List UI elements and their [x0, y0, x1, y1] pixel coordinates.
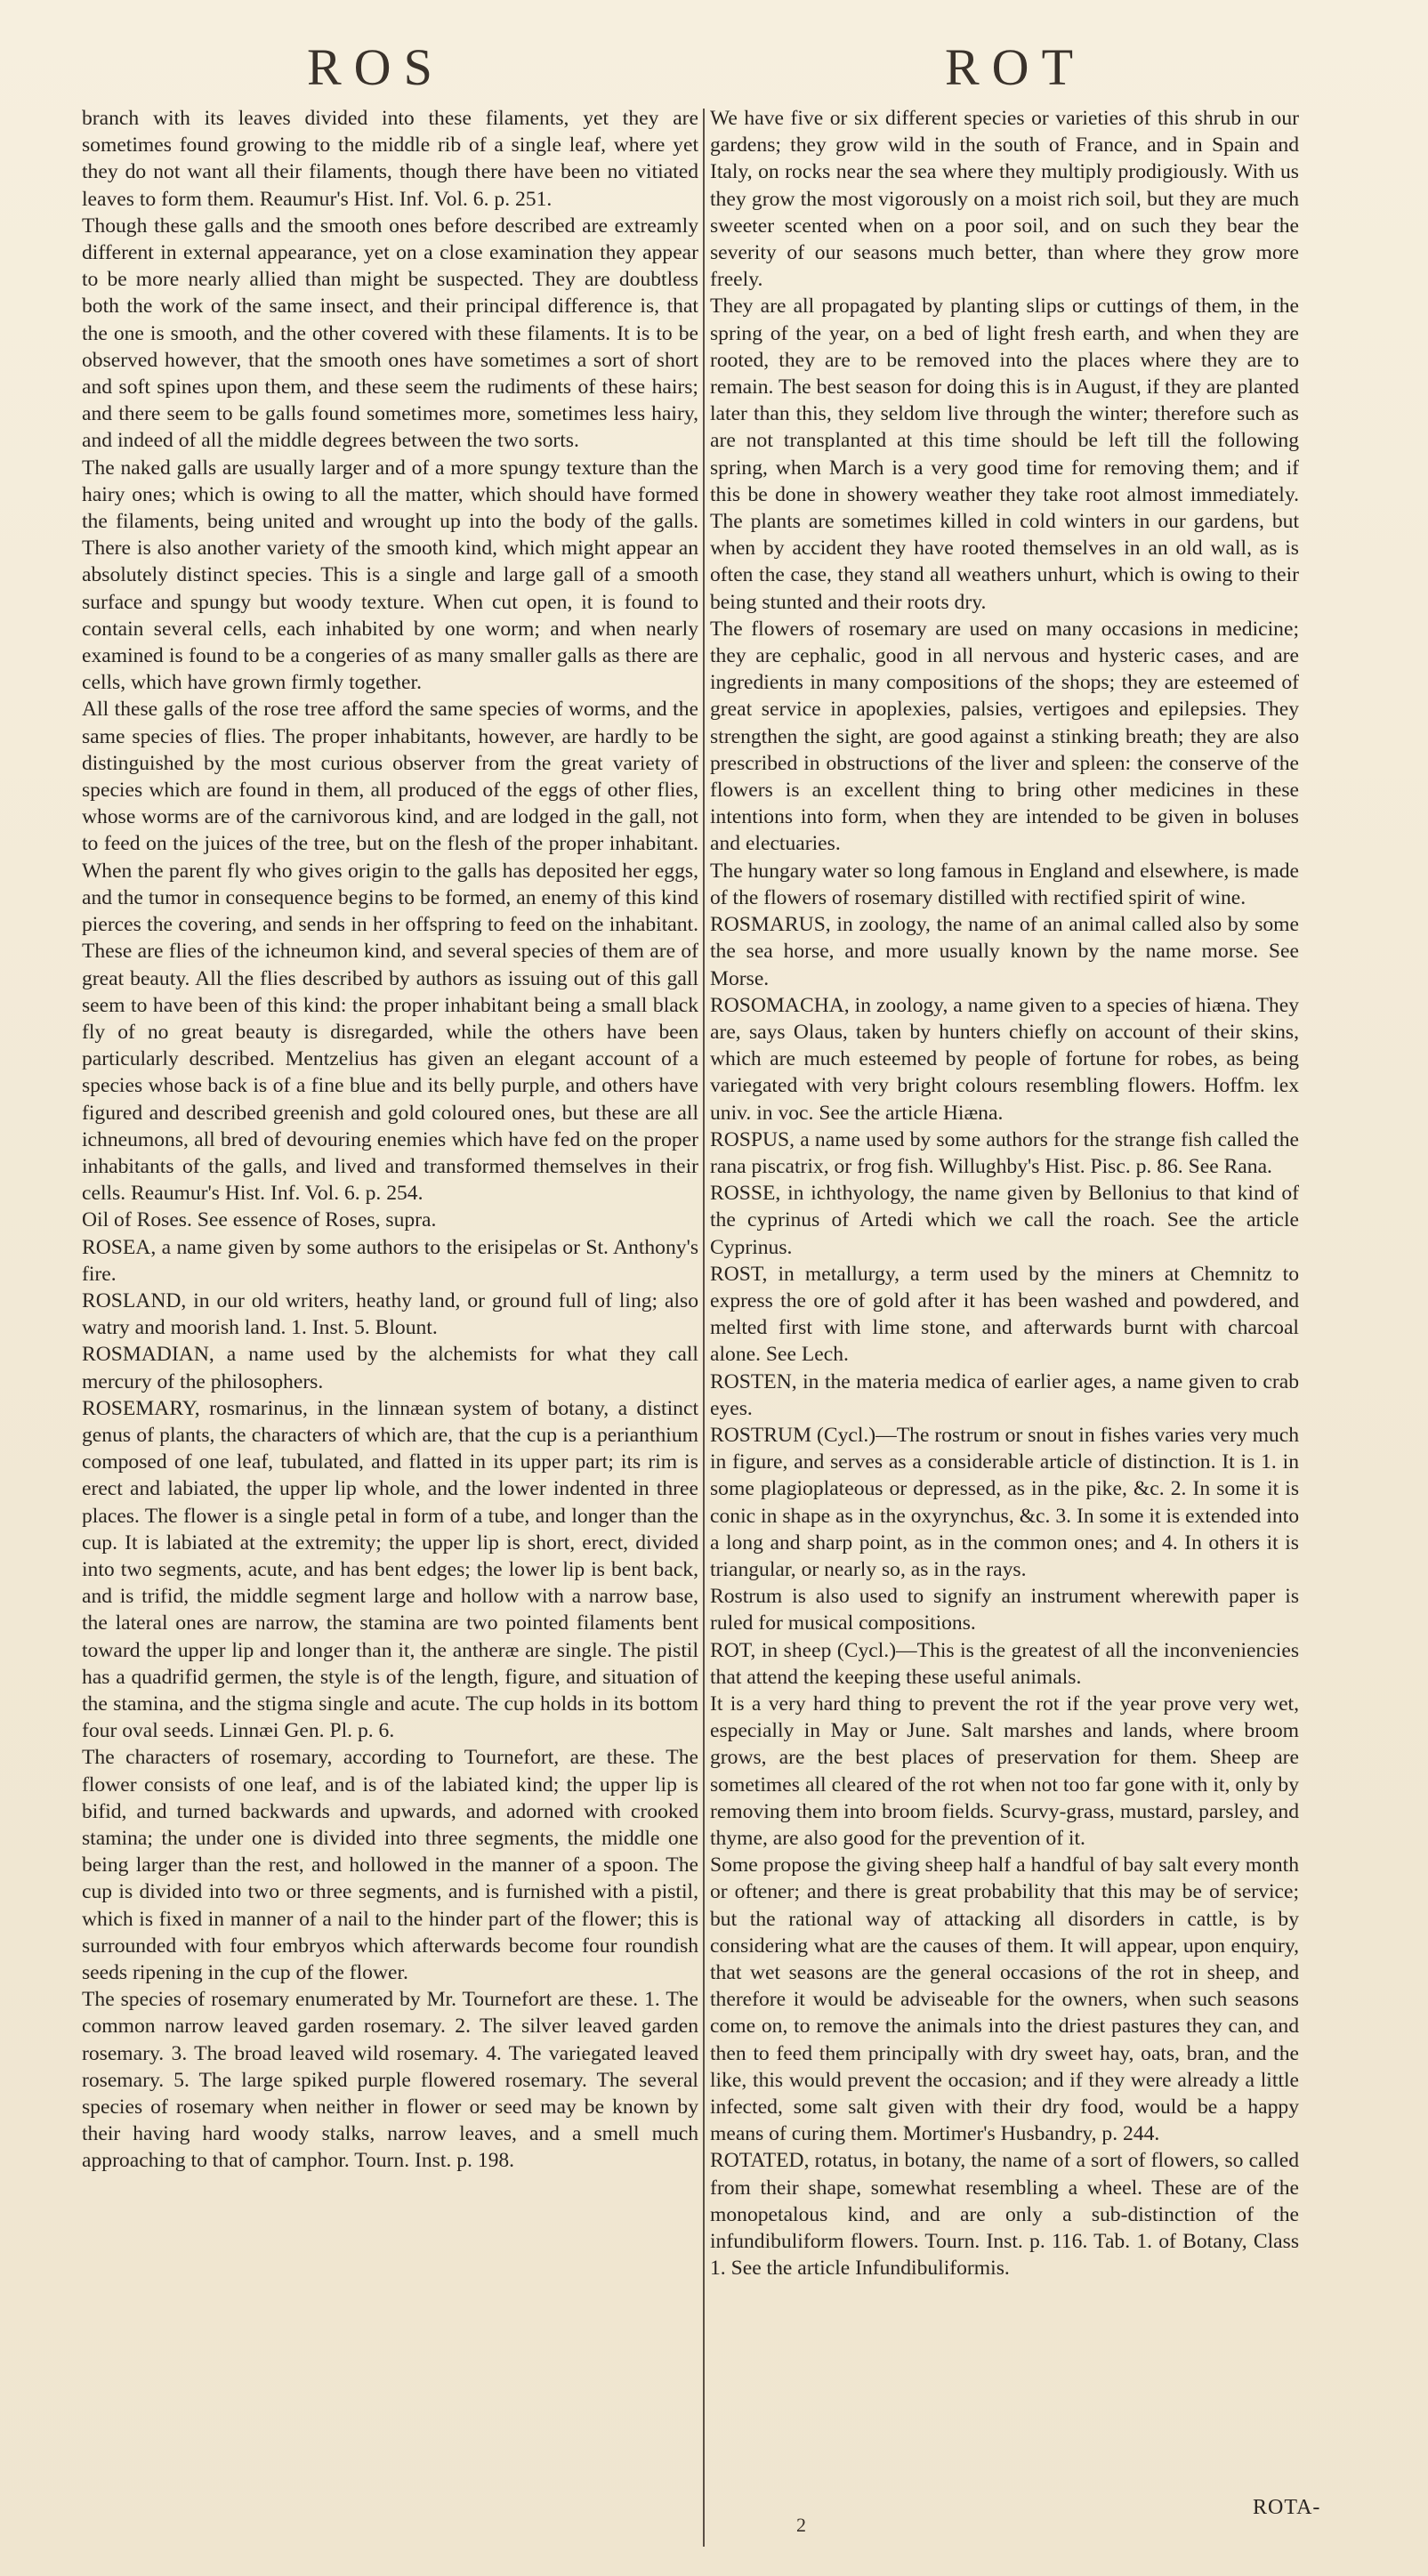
- page-number: 2: [796, 2514, 806, 2536]
- entry-rosland: ROSLAND, in our old writers, heathy land, or ground full of ling; also watry and moorish land. 1. Inst. 5. Blount.: [82, 1288, 698, 1340]
- entry-rosmadian: ROSMADIAN, a name used by the alchemists for what they call mercury of the philosophers.: [82, 1343, 698, 1393]
- paragraph: Rostrum is also used to signify an instrument wherewith paper is ruled for musical compositions.: [710, 1585, 1299, 1635]
- paragraph: The species of rosemary enumerated by Mr. Tournefort are these. 1. The common narrow leaved garden rosemary. 2. The silver leaved garden rosemary. 3. The broad leaved wild rosemary. 4. The variegated leaved rosemary. 5. The large spiked purple flowered rosemary. The several species of rosemary when neither in flower or seed may be known by their having hard woody stalks, narrow leaves, and a smell much approaching to that of camphor. Tourn. Inst. p. 198.: [82, 1988, 698, 2173]
- entry-rosea: ROSEA, a name given by some authors to the erisipelas or St. Anthony's fire.: [82, 1235, 698, 1286]
- entry-rosse: ROSSE, in ichthyology, the name given by Bellonius to that kind of the cyprinus of Artedi which we call the roach. See the article Cyprinus.: [710, 1182, 1299, 1259]
- entry-rosomacha: ROSOMACHA, in zoology, a name given to a species of hiæna. They are, says Olaus, taken by hunters chiefly on account of their skins, which are much esteemed by people of fortune for robes, as being variegated with very bright colours resembling flowers. Hoffm. lex univ. in voc. See the article Hiæna.: [710, 993, 1299, 1125]
- paragraph: The hungary water so long famous in England and elsewhere, is made of the flowers of rosemary distilled with rectified spirit of wine.: [710, 859, 1299, 909]
- entry-rostrum: ROSTRUM (Cycl.)—The rostrum or snout in fishes varies very much in figure, and serves as a considerable article of distinction. It is 1. in some plagioplateous or depressed, as in the pike, &c. 2. In some it is conic in shape as in the oxyrynchus, &c. 3. In some it is extended into a long and sharp point, as in the common ones; and 4. In others it is triangular, or nearly so, as in the rays.: [710, 1423, 1299, 1581]
- paragraph: It is a very hard thing to prevent the rot if the year prove very wet, especially in May or June. Salt marshes and lands, where broom grows, are the best places of preservation for them. Sheep are sometimes all cleared of the rot when not too far gone with it, only by removing them into broom fields. Scurvy-grass, mustard, parsley, and thyme, are also good for the prevention of it.: [710, 1692, 1299, 1850]
- paragraph: Oil of Roses. See essence of Roses, supra.: [82, 1208, 437, 1232]
- paragraph: They are all propagated by planting slips or cuttings of them, in the spring of the year, on a bed of light fresh earth, and when they are rooted, they are to be removed into the places where they are to remain. The best season for doing this is in August, if they are planted later than this, they seldom live through the winter; therefore such as are not transplanted at this time should be left till the following spring, when March is a very good time for removing them; and if this be done in showery weather they take root almost immediately. The plants are sometimes killed in cold winters in our gardens, but when by accident they have rooted themselves in an old wall, as is often the case, they stand all weathers unhurt, which is owing to their being stunted and their roots dry.: [710, 295, 1299, 614]
- paragraph: The flowers of rosemary are used on many occasions in medicine; they are cephalic, good in all nervous and hysteric cases, and are ingredients in many compositions of the shops; they are esteemed of great service in apoplexies, palsies, vertigoes and epilepsies. They strengthen the sight, are good against a stinking breath; they are also prescribed in obstructions of the liver and spleen: the conserve of the flowers is an excellent thing to bring other medicines in these intentions into form, when they are intended to be given in boluses and electuaries.: [710, 617, 1299, 856]
- entry-rot: ROT, in sheep (Cycl.)—This is the greatest of all the inconveniencies that attend the keeping these useful animals.: [710, 1638, 1299, 1689]
- paragraph: Some propose the giving sheep half a handful of bay salt every month or oftener; and there is great probability that this may be of service; but the rational way of attacking all disorders in cattle, is by considering what are the causes of them. It will appear, upon enquiry, that wet seasons are the general occasions of the rot in sheep, and therefore it would be adviseable for the owners, when such seasons come on, to remove the animals into the driest pastures they can, and then to feed them principally with dry sweet hay, oats, bran, and the like, this would prevent the occasion; and if they were already a little infected, some salt given with their dry food, would be a happy means of curing them. Mortimer's Husbandry, p. 244.: [710, 1853, 1299, 2146]
- paragraph: All these galls of the rose tree afford the same species of worms, and the same species of flies. The proper inhabitants, however, are hardly to be distinguished by the most curious observer from the great variety of species which are found in them, all produced of the eggs of other flies, whose worms are of the carnivorous kind, and are lodged in the gall, not to feed on the juices of the tree, but on the flesh of the proper inhabitant. When the parent fly who gives origin to the galls has deposited her eggs, and the tumor in consequence begins to be formed, an enemy of this kind pierces the covering, and sends in her offspring to feed on the inhabitant. These are flies of the ichneumon kind, and several species of them are of great beauty. All the flies described by authors as issuing out of this gall seem to have been of this kind: the proper inhabitant being a small black fly of no great beauty is disregarded, while the others have been particularly described. Mentzelius has given an elegant account of a species whose back is of a fine blue and its belly purple, and others have figured and described greenish and gold coloured ones, but these are all ichneumons, all bred of devouring enemies which have fed on the proper inhabitants of the galls, and lived and transformed themselves in their cells. Reaumur's Hist. Inf. Vol. 6. p. 254.: [82, 698, 698, 1206]
- entry-rosemary: ROSEMARY, rosmarinus, in the linnæan system of botany, a distinct genus of plants, the characters of which are, that the cup is a perianthium composed of one leaf, tubulated, and flatted in its upper part; its rim is erect and labiated, the upper lip whole, and the lower indented in three places. The flower is a single petal in form of a tube, and longer than the cup. It is labiated at the extremity; the upper lip is short, erect, divided into two segments, acute, and has bent edges; the lower lip is bent back, and is trifid, the middle segment large and hollow with a narrow base, the lateral ones are narrow, the stamina are two pointed filaments bent toward the upper lip and longer than it, the antheræ are single. The pistil has a quadrifid germen, the style is of the length, figure, and situation of the stamina, and the stigma single and acute. The cup holds in its bottom four oval seeds. Linnæi Gen. Pl. p. 6.: [82, 1396, 698, 1743]
- paragraph: Though these galls and the smooth ones before described are extreamly different in external appearance, yet on a close examination they appear to be more nearly allied than might be suspected. They are doubtless both the work of the same insect, and their principal difference is, that the one is smooth, and the other covered with these filaments. It is to be observed however, that the smooth ones have sometimes a sort of short and soft spines upon them, and these seem the rudiments of these hairs; and there seem to be galls found sometimes more, sometimes less hairy, and indeed of all the middle degrees between the two sorts.: [82, 214, 698, 453]
- entry-rospus: ROSPUS, a name used by some authors for the strange fish called the rana piscatrix, or frog fish. Willughby's Hist. Pisc. p. 86. See Rana.: [710, 1127, 1299, 1178]
- column-divider: [703, 109, 705, 2547]
- running-head-right: ROT: [945, 38, 1085, 96]
- paragraph: The characters of rosemary, according to Tournefort, are these. The flower consists of one leaf, and is of the labiated kind; the upper lip is bifid, and turned backwards and upwards, and adorned with crooked stamina; the under one is divided into three segments, the middle one being larger than the rest, and hollowed in the manner of a spoon. The cup is divided into two or three segments, and is furnished with a pistil, which is fixed in manner of a nail to the hinder part of the flower; this is surrounded with four embryos which afterwards become four roundish seeds ripening in the cup of the flower.: [82, 1746, 698, 1985]
- entry-rosten: ROSTEN, in the materia medica of earlier ages, a name given to crab eyes.: [710, 1369, 1299, 1420]
- entry-rotated: ROTATED, rotatus, in botany, the name of a sort of flowers, so called from their shape, somewhat resembling a wheel. These are of the monopetalous kind, and are only a sub-distinction of the infundibuliform flowers. Tourn. Inst. p. 116. Tab. 1. of Botany, Class 1. See the article Infundibuliformis.: [710, 2149, 1299, 2281]
- entry-rosmarus: ROSMARUS, in zoology, the name of an animal called also by some the sea horse, and more usually known by the name morse. See Morse.: [710, 913, 1299, 990]
- left-column: [82, 105, 698, 2525]
- right-column: [710, 105, 1299, 2525]
- paragraph: The naked galls are usually larger and of a more spungy texture than the hairy ones; which is owing to all the matter, which should have formed the filaments, being united and wrought up into the body of the galls. There is also another variety of the smooth kind, which might appear an absolutely distinct species. This is a single and large gall of a smooth surface and spungy but woody texture. When cut open, it is found to contain several cells, each inhabited by one worm; and when nearly examined is found to be a congeries of as many smaller galls as there are cells, which have grown firmly together.: [82, 456, 698, 695]
- running-head-left: ROS: [307, 38, 445, 96]
- paragraph: We have five or six different species or varieties of this shrub in our gardens; they grow wild in the south of France, and in Spain and Italy, on rocks near the sea where they multiply prodigiously. With us they grow the most vigorously on a moist rich soil, but they are much sweeter scented when on a poor soil, and on such they bear the severity of our seasons much better, than where they grow more freely.: [710, 107, 1299, 292]
- entry-rost: ROST, in metallurgy, a term used by the miners at Chemnitz to express the ore of gold after it has been washed and powdered, and melted first with lime stone, and afterwards burnt with charcoal alone. See Lech.: [710, 1262, 1299, 1367]
- paragraph: branch with its leaves divided into these filaments, yet they are sometimes found growing to the middle rib of a single leaf, where yet they do not want all their filaments, though there have been no vitiated leaves to form them. Reaumur's Hist. Inf. Vol. 6. p. 251.: [82, 107, 698, 211]
- catchword: ROTA-: [1253, 2496, 1321, 2519]
